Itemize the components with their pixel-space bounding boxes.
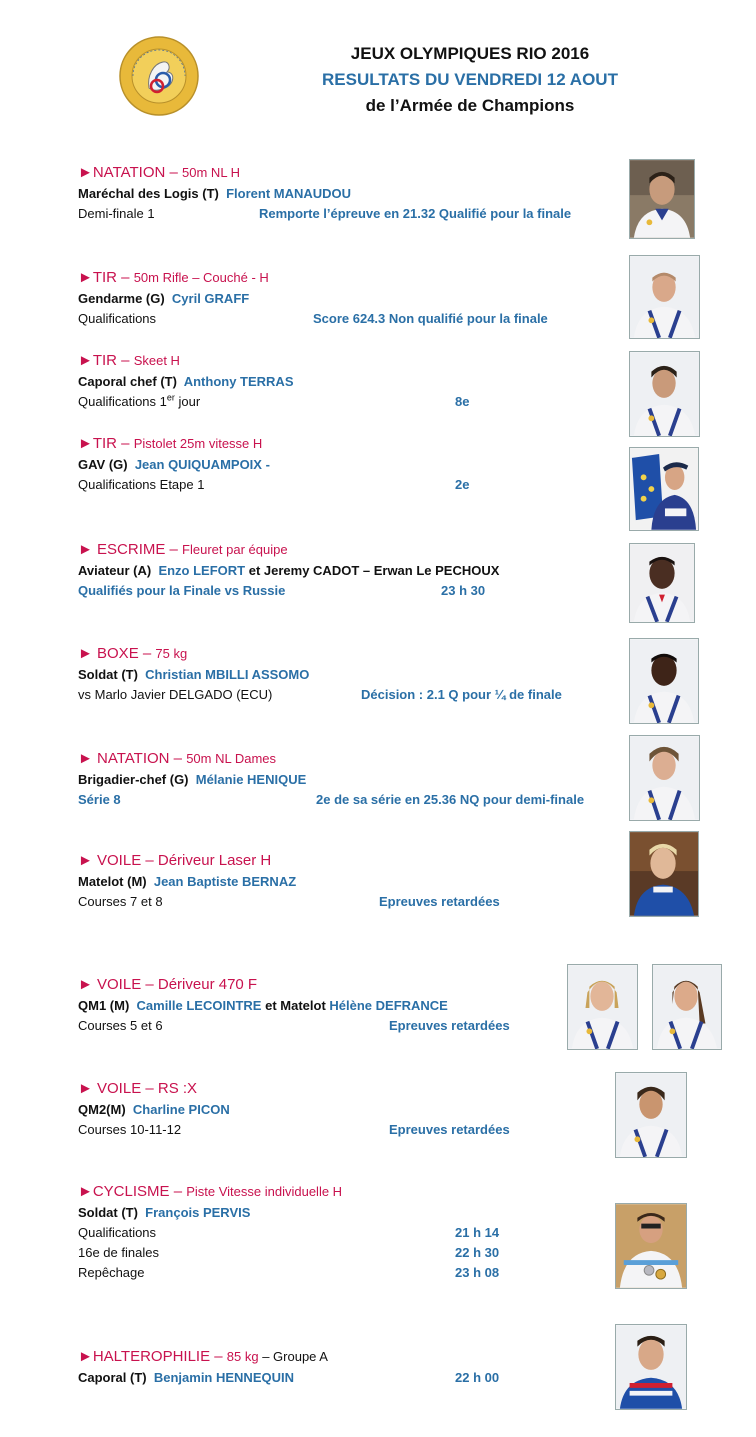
result-line: Série 8 2e de sa série en 25.36 NQ pour demi-finale: [78, 792, 585, 807]
sport-title: ► ESCRIME – Fleuret par équipe: [78, 541, 288, 558]
athlete-line: QM1 (M) Camille LECOINTRE et Matelot Hélène DEFRANCE: [78, 998, 448, 1013]
section-boxe: [78, 643, 618, 705]
section-voile-rsx: [78, 1078, 618, 1140]
result-line: Qualifications Score 624.3 Non qualifié pour la finale: [78, 311, 548, 326]
sport-title: ► NATATION – 50m NL Dames: [78, 750, 277, 767]
athlete-line: Aviateur (A) Enzo LEFORT et Jeremy CADOT – Erwan Le PECHOUX: [78, 563, 500, 578]
sport-title: ► VOILE – Dériveur Laser H: [78, 852, 272, 869]
header-subtitle: de l’Armée de Champions: [365, 96, 575, 115]
athlete-line: Caporal chef (T) Anthony TERRAS: [78, 374, 294, 389]
athlete-line: Caporal (T) Benjamin HENNEQUIN 22 h 00: [78, 1368, 618, 1388]
section-natation-dames: [78, 748, 618, 810]
armee-de-champions-logo: [119, 36, 199, 116]
result-line: Courses 5 et 6 Epreuves retardées: [78, 1018, 510, 1033]
result-line: Courses 7 et 8 Epreuves retardées: [78, 894, 500, 909]
header-title: JEUX OLYMPIQUES RIO 2016: [350, 44, 590, 63]
sport-title: ►TIR – Pistolet 25m vitesse H: [78, 435, 263, 452]
section-natation-h: [78, 162, 618, 224]
athlete-photo: [615, 1072, 687, 1158]
result-line: Qualifications 1er jour 8e: [78, 392, 470, 409]
athlete-line: Brigadier-chef (G) Mélanie HENIQUE: [78, 772, 307, 787]
athlete-line: QM2(M) Charline PICON: [78, 1102, 230, 1117]
section-halterophilie: [78, 1346, 618, 1388]
athlete-photo: [629, 255, 700, 339]
sport-title: ► BOXE – 75 kg: [78, 645, 188, 662]
athlete-line: Matelot (M) Jean Baptiste BERNAZ: [78, 874, 297, 889]
result-time: 22 h 00: [455, 1370, 500, 1385]
athlete-photo: [629, 159, 695, 239]
sport-title: ►CYCLISME – Piste Vitesse individuelle H: [78, 1183, 343, 1200]
athlete-photo: [629, 351, 700, 437]
section-tir-rifle: [78, 267, 618, 329]
section-tir-pistolet: [78, 433, 618, 495]
athlete-photo: [652, 964, 722, 1050]
athlete-photo: [629, 543, 695, 623]
section-cyclisme: [78, 1181, 618, 1283]
sport-title: ► VOILE – Dériveur 470 F: [78, 976, 258, 993]
result-line: 16e de finales 22 h 30: [78, 1245, 500, 1260]
sport-title: ►HALTEROPHILIE – 85 kg – Groupe A: [78, 1348, 328, 1365]
result-line: Demi-finale 1 Remporte l’épreuve en 21.32 Qualifié pour la finale: [78, 206, 572, 221]
athlete-photo: [629, 831, 699, 917]
section-escrime: [78, 539, 618, 601]
athlete-line: Soldat (T) François PERVIS: [78, 1205, 251, 1220]
header-date: RESULTATS DU VENDREDI 12 AOUT: [322, 70, 618, 89]
result-line: Qualifications Etape 1 2e: [78, 477, 470, 492]
athlete-line: GAV (G) Jean QUIQUAMPOIX -: [78, 457, 270, 472]
result-line: Qualifiés pour la Finale vs Russie 23 h 30: [78, 583, 486, 598]
athlete-photo: [615, 1324, 687, 1410]
athlete-photo: [615, 1203, 687, 1289]
athlete-photo: [567, 964, 638, 1050]
result-line: vs Marlo Javier DELGADO (ECU) Décision : 2.1 Q pour ¼ de finale: [78, 687, 562, 702]
athlete-photo: [629, 735, 700, 821]
athlete-photo: [629, 638, 699, 724]
sport-title: ► VOILE – RS :X: [78, 1080, 198, 1097]
result-line: Repêchage 23 h 08: [78, 1265, 500, 1280]
section-voile-laser: [78, 850, 618, 912]
result-line: Qualifications 21 h 14: [78, 1225, 500, 1240]
athlete-line: Soldat (T) Christian MBILLI ASSOMO: [78, 667, 310, 682]
athlete-line: Gendarme (G) Cyril GRAFF: [78, 291, 250, 306]
sport-title: ►TIR – Skeet H: [78, 352, 180, 369]
athlete-line: Maréchal des Logis (T) Florent MANAUDOU: [78, 186, 352, 201]
athlete-photo: [629, 447, 699, 531]
section-voile-470: [78, 974, 618, 1036]
sport-title: ►TIR – 50m Rifle – Couché - H: [78, 269, 269, 286]
sport-title: ►NATATION – 50m NL H: [78, 164, 241, 181]
result-line: Courses 10-11-12 Epreuves retardées: [78, 1122, 510, 1137]
section-tir-skeet: [78, 350, 618, 412]
